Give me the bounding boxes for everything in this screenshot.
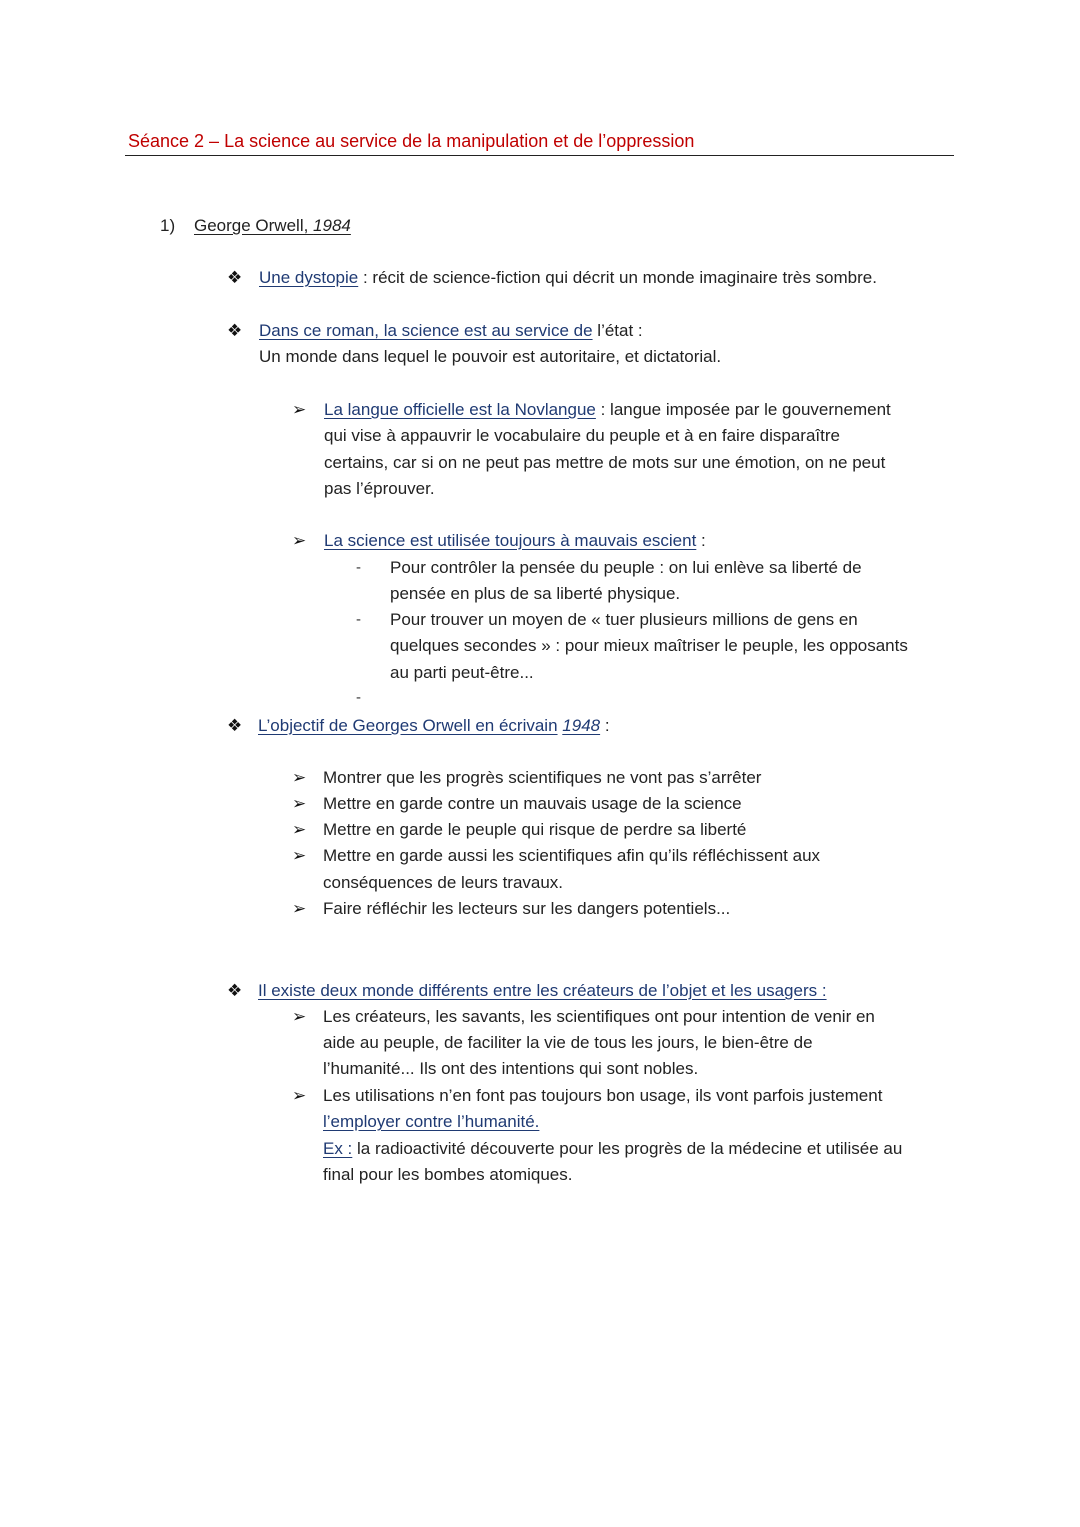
text-line: aide au peuple, de faciliter la vie de tous les jours, le bien-être de (323, 1033, 813, 1052)
arrow-bullet-icon: ➢ (292, 899, 307, 918)
bullet-text: : (600, 716, 610, 735)
arrow-label: La science est utilisée toujours à mauvais escient (324, 531, 697, 550)
text-line-underlined (323, 1113, 539, 1130)
example-label: Ex : (323, 1139, 353, 1158)
bullet-label: Dans ce roman, la science est au service de (259, 321, 593, 340)
arrow-bullet-icon: ➢ (292, 400, 307, 419)
text-line: quelques secondes » : pour mieux maîtriser le peuple, les opposants (390, 636, 908, 655)
bullet-year: 1948 (562, 716, 601, 735)
text-line: l’humanité... Ils ont des intentions qui sont nobles. (323, 1059, 699, 1078)
title-rule (125, 155, 954, 156)
arrow-text: : langue imposée par le gouvernement (595, 400, 891, 419)
section-number: 1) (160, 216, 176, 235)
heading-book: 1984 (313, 216, 351, 235)
bullet-label: Il existe deux monde différents entre les créateurs de l’objet et les usagers : (258, 981, 827, 1000)
dash-bullet-icon: - (356, 611, 361, 628)
list-item-continuation: conséquences de leurs travaux. (323, 873, 564, 892)
bullet-dystopie (259, 269, 877, 286)
arrow-bullet-icon: ➢ (292, 531, 307, 550)
bullet-label: Une dystopie (259, 268, 359, 287)
diamond-bullet-icon: ❖ (227, 981, 243, 1000)
arrow-label: La langue officielle est la Novlangue (324, 400, 596, 419)
text-line: Pour trouver un moyen de « tuer plusieurs millions de gens en (390, 610, 858, 629)
list-item: Mettre en garde contre un mauvais usage de la science (323, 794, 742, 813)
diamond-bullet-icon: ❖ (227, 268, 243, 287)
page-title: Séance 2 – La science au service de la manipulation et de l’oppression (128, 131, 695, 151)
text-line: pas l’éprouver. (324, 479, 435, 498)
dash-bullet-icon: - (356, 689, 361, 706)
list-item: Montrer que les progrès scientifiques ne vont pas s’arrêter (323, 768, 762, 787)
diamond-bullet-icon: ❖ (227, 716, 243, 735)
arrow-science (324, 532, 706, 549)
arrow-novlangue (324, 401, 891, 418)
bullet-objectif (258, 717, 610, 734)
text-line: au parti peut-être... (390, 663, 534, 682)
list-item: Mettre en garde le peuple qui risque de perdre sa liberté (323, 820, 747, 839)
text-line: qui vise à appauvrir le vocabulaire du peuple et à en faire disparaître (324, 426, 840, 445)
example-text: la radioactivité découverte pour les progrès de la médecine et utilisée au (352, 1139, 903, 1158)
text-line: pensée en plus de sa liberté physique. (390, 584, 681, 603)
arrow-bullet-icon: ➢ (292, 820, 307, 839)
bullet-deux-mondes (258, 982, 827, 999)
arrow-bullet-icon: ➢ (292, 768, 307, 787)
list-item: Faire réfléchir les lecteurs sur les dangers potentiels... (323, 899, 731, 918)
underlined-phrase: l’employer contre l’humanité. (323, 1112, 540, 1131)
heading-author: George Orwell, (194, 216, 314, 235)
text-line: Les utilisations n’en font pas toujours bon usage, ils vont parfois justement (323, 1086, 883, 1105)
example-line (323, 1140, 902, 1157)
text-line: final pour les bombes atomiques. (323, 1165, 573, 1184)
arrow-bullet-icon: ➢ (292, 846, 307, 865)
list-item: Mettre en garde aussi les scientifiques afin qu’ils réfléchissent aux (323, 846, 821, 865)
arrow-text: : (696, 531, 706, 550)
arrow-bullet-icon: ➢ (292, 1086, 307, 1105)
text-line: Les créateurs, les savants, les scientifiques ont pour intention de venir en (323, 1007, 875, 1026)
text-line: Pour contrôler la pensée du peuple : on lui enlève sa liberté de (390, 558, 862, 577)
dash-bullet-icon: - (356, 559, 361, 576)
bullet-roman-line2: Un monde dans lequel le pouvoir est autoritaire, et dictatorial. (259, 347, 722, 366)
diamond-bullet-icon: ❖ (227, 321, 243, 340)
bullet-roman (259, 322, 643, 339)
arrow-bullet-icon: ➢ (292, 1007, 307, 1026)
section-heading (194, 217, 351, 234)
arrow-bullet-icon: ➢ (292, 794, 307, 813)
bullet-text: l’état : (592, 321, 643, 340)
text-line: certains, car si on ne peut pas mettre de mots sur une émotion, on ne peut (324, 453, 886, 472)
bullet-label: L’objectif de Georges Orwell en écrivain (258, 716, 558, 735)
bullet-text: : récit de science-fiction qui décrit un monde imaginaire très sombre. (358, 268, 877, 287)
